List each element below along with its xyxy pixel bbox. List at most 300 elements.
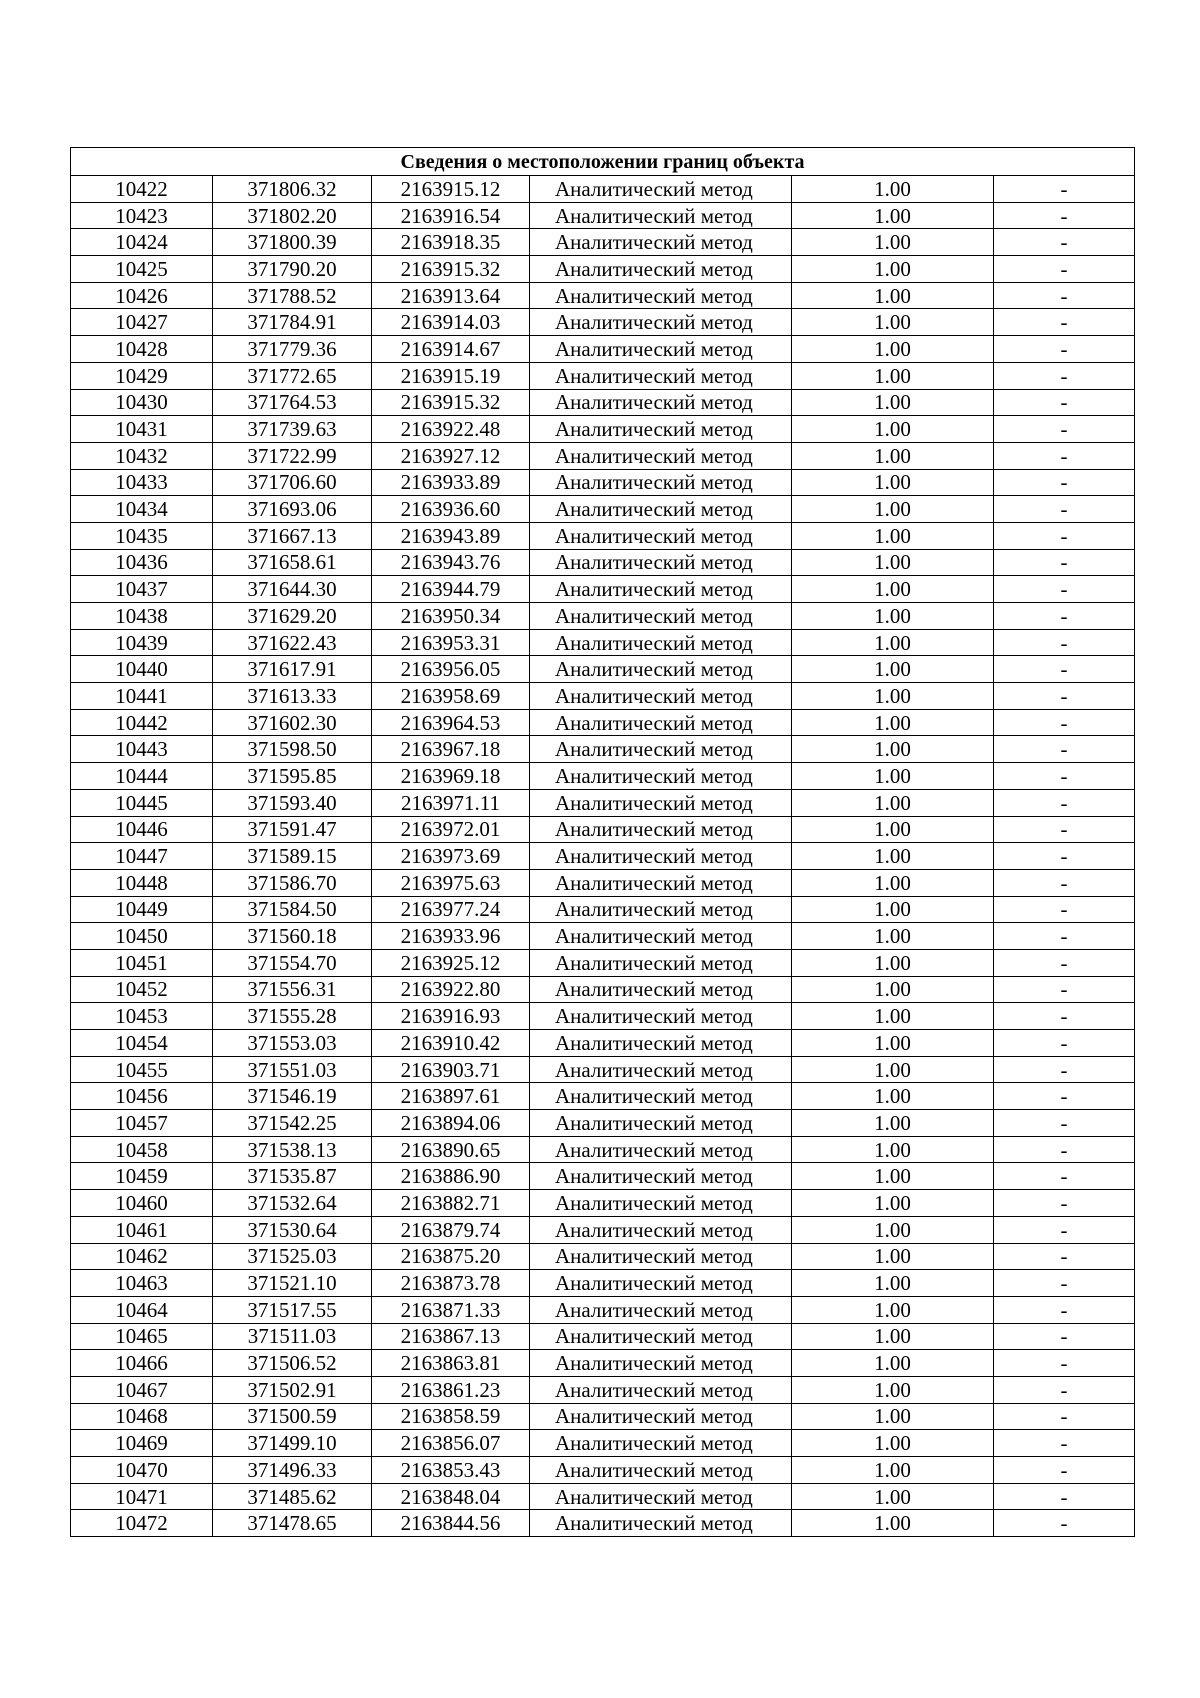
x-coordinate-cell: 371800.39 — [213, 229, 372, 256]
table-row — [71, 256, 1135, 283]
table-row — [71, 1003, 1135, 1030]
method-cell: Аналитический метод — [530, 282, 792, 309]
x-coordinate-cell: 371589.15 — [213, 843, 372, 870]
point-number-cell: 10465 — [71, 1323, 213, 1350]
accuracy-cell: 1.00 — [792, 656, 994, 683]
table-row — [71, 656, 1135, 683]
point-number-cell: 10467 — [71, 1376, 213, 1403]
point-number-cell: 10436 — [71, 549, 213, 576]
point-number-cell: 10441 — [71, 683, 213, 710]
description-cell: - — [994, 1056, 1135, 1083]
y-coordinate-cell: 2163915.32 — [372, 389, 530, 416]
x-coordinate-cell: 371530.64 — [213, 1216, 372, 1243]
y-coordinate-cell: 2163956.05 — [372, 656, 530, 683]
description-cell: - — [994, 603, 1135, 630]
point-number-cell: 10442 — [71, 709, 213, 736]
table-row — [71, 362, 1135, 389]
table-row — [71, 603, 1135, 630]
x-coordinate-cell: 371525.03 — [213, 1243, 372, 1270]
point-number-cell: 10452 — [71, 976, 213, 1003]
y-coordinate-cell: 2163950.34 — [372, 603, 530, 630]
description-cell: - — [994, 416, 1135, 443]
x-coordinate-cell: 371788.52 — [213, 282, 372, 309]
table-row — [71, 1163, 1135, 1190]
x-coordinate-cell: 371622.43 — [213, 629, 372, 656]
point-number-cell: 10437 — [71, 576, 213, 603]
y-coordinate-cell: 2163922.48 — [372, 416, 530, 443]
point-number-cell: 10450 — [71, 923, 213, 950]
x-coordinate-cell: 371511.03 — [213, 1323, 372, 1350]
accuracy-cell: 1.00 — [792, 176, 994, 203]
x-coordinate-cell: 371693.06 — [213, 496, 372, 523]
point-number-cell: 10445 — [71, 789, 213, 816]
x-coordinate-cell: 371517.55 — [213, 1296, 372, 1323]
accuracy-cell: 1.00 — [792, 869, 994, 896]
description-cell: - — [994, 1190, 1135, 1217]
description-cell: - — [994, 522, 1135, 549]
table-row — [71, 1457, 1135, 1484]
method-cell: Аналитический метод — [530, 1430, 792, 1457]
x-coordinate-cell: 371496.33 — [213, 1457, 372, 1484]
accuracy-cell: 1.00 — [792, 1270, 994, 1297]
x-coordinate-cell: 371478.65 — [213, 1510, 372, 1537]
x-coordinate-cell: 371584.50 — [213, 896, 372, 923]
table-row — [71, 869, 1135, 896]
table-row — [71, 683, 1135, 710]
point-number-cell: 10435 — [71, 522, 213, 549]
accuracy-cell: 1.00 — [792, 789, 994, 816]
table-row — [71, 709, 1135, 736]
x-coordinate-cell: 371535.87 — [213, 1163, 372, 1190]
accuracy-cell: 1.00 — [792, 336, 994, 363]
y-coordinate-cell: 2163973.69 — [372, 843, 530, 870]
x-coordinate-cell: 371485.62 — [213, 1483, 372, 1510]
point-number-cell: 10433 — [71, 469, 213, 496]
table-row — [71, 282, 1135, 309]
table-row — [71, 309, 1135, 336]
y-coordinate-cell: 2163972.01 — [372, 816, 530, 843]
description-cell: - — [994, 469, 1135, 496]
point-number-cell: 10432 — [71, 442, 213, 469]
method-cell: Аналитический метод — [530, 1296, 792, 1323]
table-row — [71, 816, 1135, 843]
accuracy-cell: 1.00 — [792, 1483, 994, 1510]
y-coordinate-cell: 2163861.23 — [372, 1376, 530, 1403]
accuracy-cell: 1.00 — [792, 1083, 994, 1110]
y-coordinate-cell: 2163916.93 — [372, 1003, 530, 1030]
description-cell: - — [994, 549, 1135, 576]
accuracy-cell: 1.00 — [792, 1296, 994, 1323]
method-cell: Аналитический метод — [530, 603, 792, 630]
method-cell: Аналитический метод — [530, 416, 792, 443]
y-coordinate-cell: 2163844.56 — [372, 1510, 530, 1537]
x-coordinate-cell: 371551.03 — [213, 1056, 372, 1083]
point-number-cell: 10424 — [71, 229, 213, 256]
method-cell: Аналитический метод — [530, 336, 792, 363]
accuracy-cell: 1.00 — [792, 603, 994, 630]
method-cell: Аналитический метод — [530, 309, 792, 336]
point-number-cell: 10447 — [71, 843, 213, 870]
method-cell: Аналитический метод — [530, 389, 792, 416]
description-cell: - — [994, 442, 1135, 469]
point-number-cell: 10444 — [71, 763, 213, 790]
x-coordinate-cell: 371499.10 — [213, 1430, 372, 1457]
description-cell: - — [994, 362, 1135, 389]
y-coordinate-cell: 2163916.54 — [372, 202, 530, 229]
table-row — [71, 336, 1135, 363]
description-cell: - — [994, 1376, 1135, 1403]
description-cell: - — [994, 656, 1135, 683]
point-number-cell: 10468 — [71, 1403, 213, 1430]
description-cell: - — [994, 229, 1135, 256]
method-cell: Аналитический метод — [530, 1376, 792, 1403]
table-row — [71, 389, 1135, 416]
x-coordinate-cell: 371658.61 — [213, 549, 372, 576]
accuracy-cell: 1.00 — [792, 309, 994, 336]
table-title: Сведения о местоположении границ объекта — [71, 148, 1135, 176]
accuracy-cell: 1.00 — [792, 1350, 994, 1377]
x-coordinate-cell: 371556.31 — [213, 976, 372, 1003]
method-cell: Аналитический метод — [530, 1136, 792, 1163]
method-cell: Аналитический метод — [530, 1083, 792, 1110]
x-coordinate-cell: 371779.36 — [213, 336, 372, 363]
accuracy-cell: 1.00 — [792, 1323, 994, 1350]
y-coordinate-cell: 2163922.80 — [372, 976, 530, 1003]
point-number-cell: 10446 — [71, 816, 213, 843]
y-coordinate-cell: 2163886.90 — [372, 1163, 530, 1190]
description-cell: - — [994, 282, 1135, 309]
method-cell: Аналитический метод — [530, 976, 792, 1003]
method-cell: Аналитический метод — [530, 442, 792, 469]
method-cell: Аналитический метод — [530, 202, 792, 229]
y-coordinate-cell: 2163871.33 — [372, 1296, 530, 1323]
point-number-cell: 10448 — [71, 869, 213, 896]
method-cell: Аналитический метод — [530, 789, 792, 816]
table-row — [71, 896, 1135, 923]
point-number-cell: 10434 — [71, 496, 213, 523]
y-coordinate-cell: 2163867.13 — [372, 1323, 530, 1350]
y-coordinate-cell: 2163890.65 — [372, 1136, 530, 1163]
y-coordinate-cell: 2163879.74 — [372, 1216, 530, 1243]
point-number-cell: 10451 — [71, 949, 213, 976]
x-coordinate-cell: 371554.70 — [213, 949, 372, 976]
x-coordinate-cell: 371802.20 — [213, 202, 372, 229]
description-cell: - — [994, 309, 1135, 336]
x-coordinate-cell: 371602.30 — [213, 709, 372, 736]
y-coordinate-cell: 2163897.61 — [372, 1083, 530, 1110]
y-coordinate-cell: 2163964.53 — [372, 709, 530, 736]
accuracy-cell: 1.00 — [792, 1376, 994, 1403]
x-coordinate-cell: 371502.91 — [213, 1376, 372, 1403]
point-number-cell: 10458 — [71, 1136, 213, 1163]
point-number-cell: 10423 — [71, 202, 213, 229]
method-cell: Аналитический метод — [530, 1270, 792, 1297]
x-coordinate-cell: 371538.13 — [213, 1136, 372, 1163]
method-cell: Аналитический метод — [530, 1163, 792, 1190]
point-number-cell: 10461 — [71, 1216, 213, 1243]
accuracy-cell: 1.00 — [792, 389, 994, 416]
description-cell: - — [994, 1216, 1135, 1243]
y-coordinate-cell: 2163944.79 — [372, 576, 530, 603]
accuracy-cell: 1.00 — [792, 1136, 994, 1163]
description-cell: - — [994, 816, 1135, 843]
table-row — [71, 1350, 1135, 1377]
method-cell: Аналитический метод — [530, 763, 792, 790]
description-cell: - — [994, 1243, 1135, 1270]
description-cell: - — [994, 1403, 1135, 1430]
point-number-cell: 10425 — [71, 256, 213, 283]
table-row — [71, 1190, 1135, 1217]
y-coordinate-cell: 2163863.81 — [372, 1350, 530, 1377]
y-coordinate-cell: 2163958.69 — [372, 683, 530, 710]
method-cell: Аналитический метод — [530, 816, 792, 843]
y-coordinate-cell: 2163882.71 — [372, 1190, 530, 1217]
method-cell: Аналитический метод — [530, 896, 792, 923]
method-cell: Аналитический метод — [530, 1190, 792, 1217]
y-coordinate-cell: 2163915.19 — [372, 362, 530, 389]
accuracy-cell: 1.00 — [792, 923, 994, 950]
table-body — [71, 176, 1135, 1537]
description-cell: - — [994, 336, 1135, 363]
table-row — [71, 522, 1135, 549]
accuracy-cell: 1.00 — [792, 549, 994, 576]
y-coordinate-cell: 2163933.96 — [372, 923, 530, 950]
description-cell: - — [994, 843, 1135, 870]
y-coordinate-cell: 2163925.12 — [372, 949, 530, 976]
table-row — [71, 1296, 1135, 1323]
accuracy-cell: 1.00 — [792, 202, 994, 229]
table-row — [71, 1083, 1135, 1110]
x-coordinate-cell: 371667.13 — [213, 522, 372, 549]
description-cell: - — [994, 896, 1135, 923]
accuracy-cell: 1.00 — [792, 576, 994, 603]
table-row — [71, 1030, 1135, 1057]
table-row — [71, 469, 1135, 496]
table-title-row — [71, 148, 1135, 176]
x-coordinate-cell: 371629.20 — [213, 603, 372, 630]
y-coordinate-cell: 2163915.32 — [372, 256, 530, 283]
method-cell: Аналитический метод — [530, 1323, 792, 1350]
point-number-cell: 10453 — [71, 1003, 213, 1030]
accuracy-cell: 1.00 — [792, 683, 994, 710]
y-coordinate-cell: 2163977.24 — [372, 896, 530, 923]
x-coordinate-cell: 371706.60 — [213, 469, 372, 496]
y-coordinate-cell: 2163910.42 — [372, 1030, 530, 1057]
table-row — [71, 1430, 1135, 1457]
x-coordinate-cell: 371790.20 — [213, 256, 372, 283]
table-row — [71, 1270, 1135, 1297]
y-coordinate-cell: 2163858.59 — [372, 1403, 530, 1430]
table-row — [71, 416, 1135, 443]
point-number-cell: 10469 — [71, 1430, 213, 1457]
point-number-cell: 10422 — [71, 176, 213, 203]
accuracy-cell: 1.00 — [792, 1003, 994, 1030]
accuracy-cell: 1.00 — [792, 1216, 994, 1243]
accuracy-cell: 1.00 — [792, 843, 994, 870]
description-cell: - — [994, 869, 1135, 896]
accuracy-cell: 1.00 — [792, 1110, 994, 1137]
x-coordinate-cell: 371764.53 — [213, 389, 372, 416]
accuracy-cell: 1.00 — [792, 629, 994, 656]
accuracy-cell: 1.00 — [792, 442, 994, 469]
table-row — [71, 736, 1135, 763]
description-cell: - — [994, 256, 1135, 283]
description-cell: - — [994, 1430, 1135, 1457]
y-coordinate-cell: 2163848.04 — [372, 1483, 530, 1510]
y-coordinate-cell: 2163856.07 — [372, 1430, 530, 1457]
table-row — [71, 763, 1135, 790]
method-cell: Аналитический метод — [530, 1403, 792, 1430]
accuracy-cell: 1.00 — [792, 282, 994, 309]
description-cell: - — [994, 1510, 1135, 1537]
description-cell: - — [994, 1350, 1135, 1377]
table-row — [71, 949, 1135, 976]
description-cell: - — [994, 789, 1135, 816]
accuracy-cell: 1.00 — [792, 1030, 994, 1057]
y-coordinate-cell: 2163975.63 — [372, 869, 530, 896]
point-number-cell: 10426 — [71, 282, 213, 309]
accuracy-cell: 1.00 — [792, 736, 994, 763]
x-coordinate-cell: 371542.25 — [213, 1110, 372, 1137]
description-cell: - — [994, 1083, 1135, 1110]
table-row — [71, 576, 1135, 603]
table-row — [71, 789, 1135, 816]
method-cell: Аналитический метод — [530, 1030, 792, 1057]
accuracy-cell: 1.00 — [792, 362, 994, 389]
x-coordinate-cell: 371593.40 — [213, 789, 372, 816]
x-coordinate-cell: 371613.33 — [213, 683, 372, 710]
accuracy-cell: 1.00 — [792, 1457, 994, 1484]
boundary-coordinates-table — [70, 147, 1135, 1537]
table-row — [71, 1056, 1135, 1083]
point-number-cell: 10427 — [71, 309, 213, 336]
table-row — [71, 202, 1135, 229]
x-coordinate-cell: 371555.28 — [213, 1003, 372, 1030]
point-number-cell: 10459 — [71, 1163, 213, 1190]
description-cell: - — [994, 1457, 1135, 1484]
accuracy-cell: 1.00 — [792, 1190, 994, 1217]
description-cell: - — [994, 736, 1135, 763]
description-cell: - — [994, 949, 1135, 976]
description-cell: - — [994, 1296, 1135, 1323]
table-row — [71, 1403, 1135, 1430]
x-coordinate-cell: 371591.47 — [213, 816, 372, 843]
accuracy-cell: 1.00 — [792, 1403, 994, 1430]
description-cell: - — [994, 576, 1135, 603]
table-row — [71, 1510, 1135, 1537]
method-cell: Аналитический метод — [530, 1510, 792, 1537]
method-cell: Аналитический метод — [530, 1483, 792, 1510]
point-number-cell: 10455 — [71, 1056, 213, 1083]
accuracy-cell: 1.00 — [792, 976, 994, 1003]
method-cell: Аналитический метод — [530, 736, 792, 763]
y-coordinate-cell: 2163969.18 — [372, 763, 530, 790]
point-number-cell: 10460 — [71, 1190, 213, 1217]
x-coordinate-cell: 371617.91 — [213, 656, 372, 683]
method-cell: Аналитический метод — [530, 576, 792, 603]
point-number-cell: 10466 — [71, 1350, 213, 1377]
accuracy-cell: 1.00 — [792, 949, 994, 976]
method-cell: Аналитический метод — [530, 1457, 792, 1484]
x-coordinate-cell: 371500.59 — [213, 1403, 372, 1430]
method-cell: Аналитический метод — [530, 496, 792, 523]
y-coordinate-cell: 2163967.18 — [372, 736, 530, 763]
accuracy-cell: 1.00 — [792, 1510, 994, 1537]
accuracy-cell: 1.00 — [792, 1056, 994, 1083]
table-row — [71, 1483, 1135, 1510]
method-cell: Аналитический метод — [530, 1003, 792, 1030]
method-cell: Аналитический метод — [530, 549, 792, 576]
table-row — [71, 1110, 1135, 1137]
point-number-cell: 10470 — [71, 1457, 213, 1484]
point-number-cell: 10443 — [71, 736, 213, 763]
point-number-cell: 10438 — [71, 603, 213, 630]
y-coordinate-cell: 2163927.12 — [372, 442, 530, 469]
table-row — [71, 843, 1135, 870]
point-number-cell: 10440 — [71, 656, 213, 683]
table-row — [71, 442, 1135, 469]
description-cell: - — [994, 1483, 1135, 1510]
method-cell: Аналитический метод — [530, 869, 792, 896]
method-cell: Аналитический метод — [530, 1216, 792, 1243]
x-coordinate-cell: 371506.52 — [213, 1350, 372, 1377]
x-coordinate-cell: 371595.85 — [213, 763, 372, 790]
y-coordinate-cell: 2163971.11 — [372, 789, 530, 816]
y-coordinate-cell: 2163943.89 — [372, 522, 530, 549]
y-coordinate-cell: 2163936.60 — [372, 496, 530, 523]
method-cell: Аналитический метод — [530, 923, 792, 950]
x-coordinate-cell: 371560.18 — [213, 923, 372, 950]
point-number-cell: 10430 — [71, 389, 213, 416]
point-number-cell: 10431 — [71, 416, 213, 443]
table-row — [71, 1243, 1135, 1270]
description-cell: - — [994, 496, 1135, 523]
point-number-cell: 10463 — [71, 1270, 213, 1297]
table-row — [71, 496, 1135, 523]
y-coordinate-cell: 2163903.71 — [372, 1056, 530, 1083]
description-cell: - — [994, 1163, 1135, 1190]
x-coordinate-cell: 371546.19 — [213, 1083, 372, 1110]
x-coordinate-cell: 371521.10 — [213, 1270, 372, 1297]
y-coordinate-cell: 2163914.03 — [372, 309, 530, 336]
description-cell: - — [994, 683, 1135, 710]
point-number-cell: 10428 — [71, 336, 213, 363]
description-cell: - — [994, 763, 1135, 790]
table-row — [71, 976, 1135, 1003]
point-number-cell: 10449 — [71, 896, 213, 923]
point-number-cell: 10471 — [71, 1483, 213, 1510]
method-cell: Аналитический метод — [530, 629, 792, 656]
accuracy-cell: 1.00 — [792, 522, 994, 549]
accuracy-cell: 1.00 — [792, 763, 994, 790]
point-number-cell: 10456 — [71, 1083, 213, 1110]
method-cell: Аналитический метод — [530, 709, 792, 736]
x-coordinate-cell: 371586.70 — [213, 869, 372, 896]
method-cell: Аналитический метод — [530, 656, 792, 683]
accuracy-cell: 1.00 — [792, 896, 994, 923]
accuracy-cell: 1.00 — [792, 416, 994, 443]
y-coordinate-cell: 2163915.12 — [372, 176, 530, 203]
y-coordinate-cell: 2163918.35 — [372, 229, 530, 256]
accuracy-cell: 1.00 — [792, 469, 994, 496]
method-cell: Аналитический метод — [530, 229, 792, 256]
method-cell: Аналитический метод — [530, 1110, 792, 1137]
accuracy-cell: 1.00 — [792, 496, 994, 523]
point-number-cell: 10454 — [71, 1030, 213, 1057]
x-coordinate-cell: 371784.91 — [213, 309, 372, 336]
description-cell: - — [994, 1136, 1135, 1163]
x-coordinate-cell: 371598.50 — [213, 736, 372, 763]
